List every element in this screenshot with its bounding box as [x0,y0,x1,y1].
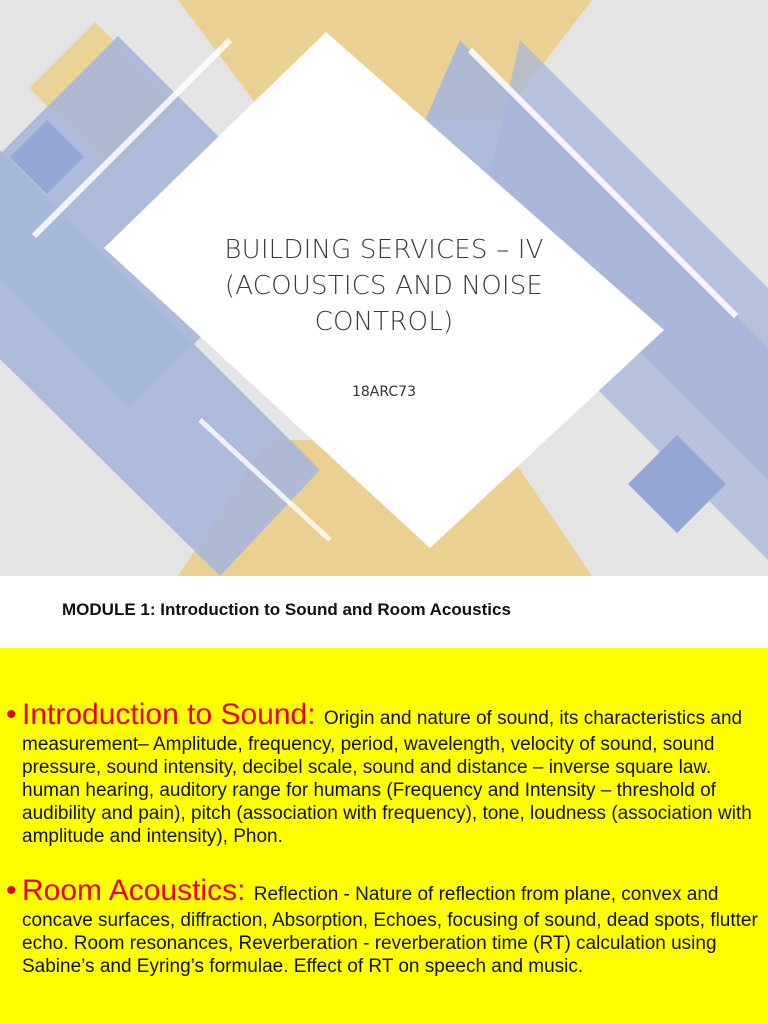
bullet-introduction-to-sound [6,697,758,848]
title-line-3: CONTROL) [314,307,454,337]
bullet-heading: Introduction to Sound: [22,698,324,731]
bullet-heading: Room Acoustics: [22,874,254,907]
bullet-text: Reflection - Nature of reflection from plane, convex and concave surfaces, diffraction, Absorption, Echoes, focusing of sound, dead spots, flutter echo. Room resonances, Reverberation - reverberation time (RT) calculation using Sabine’s and Eyring’s formulae. Effect of RT on speech and music. [22,884,758,977]
bullet-room-acoustics [6,873,758,978]
module-title: MODULE 1: Introduction to Sound and Room Acoustics [62,600,511,619]
bullet-marker: • [6,698,17,731]
bullet-text: Origin and nature of sound, its characteristics and measurement– Amplitude, frequency, period, wavelength, velocity of sound, sound pressure, sound intensity, decibel scale, sound and distance – inverse square law. human hearing, auditory range for humans (Frequency and Intensity – threshold of audibility and pain), pitch (association with frequency), tone, loudness (association with amplitude and intensity), Phon. [22,708,752,847]
bullet-marker: • [6,874,17,907]
title-line-2: (ACOUSTICS AND NOISE [224,271,544,301]
slide-title [160,232,608,340]
title-line-1: BUILDING SERVICES – IV [224,235,544,265]
course-code: 18ARC73 [351,384,416,400]
